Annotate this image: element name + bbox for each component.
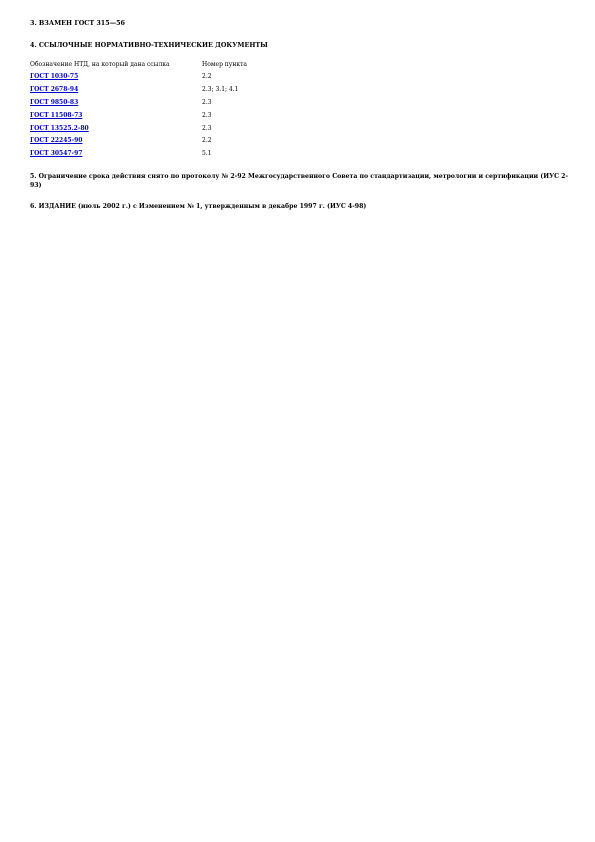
item-number: 5.1: [202, 150, 212, 158]
gost-link[interactable]: ГОСТ 11508-73: [30, 111, 83, 119]
table-row: [30, 122, 247, 135]
table-row: [30, 97, 247, 110]
gost-link[interactable]: ГОСТ 13525.2-80: [30, 124, 89, 132]
section-3-heading: 3. ВЗАМЕН ГОСТ 315—56: [30, 19, 125, 27]
section-6-paragraph: 6. ИЗДАНИЕ (июль 2002 г.) с Изменением № 1, утвержденным в декабре 1997 г. (ИУС 4-98): [30, 203, 367, 210]
item-number: 2.3: [202, 111, 212, 119]
gost-link[interactable]: ГОСТ 1030-75: [30, 73, 79, 81]
gost-link[interactable]: ГОСТ 9850-83: [30, 98, 79, 106]
section-4-heading: 4. ССЫЛОЧНЫЕ НОРМАТИВНО-ТЕХНИЧЕСКИЕ ДОКУМЕНТЫ: [30, 41, 268, 49]
references-table: [30, 59, 247, 161]
table-row: [30, 148, 247, 161]
item-number: 2.3: [202, 124, 212, 132]
item-number: 2.3: [202, 98, 212, 106]
table-row: [30, 109, 247, 122]
item-number: 2.3; 3.1; 4.1: [202, 86, 239, 94]
gost-link[interactable]: ГОСТ 2678-94: [30, 86, 79, 94]
gost-link[interactable]: ГОСТ 30547-97: [30, 150, 83, 158]
item-number: 2.2: [202, 73, 212, 81]
table-row: [30, 71, 247, 84]
table-header-row: [30, 59, 247, 71]
table-row: [30, 84, 247, 97]
column-header-document: Обозначение НТД, на который дана ссылка: [30, 61, 170, 68]
gost-link[interactable]: ГОСТ 22245-90: [30, 137, 83, 145]
column-header-item: Номер пункта: [202, 61, 247, 68]
table-row: [30, 135, 247, 148]
section-5-paragraph: 5. Ограничение срока действия снято по протоколу № 2-92 Межгосударственного Совета по стандартизации, метрологии и сертификации (ИУС 2-93): [30, 173, 569, 189]
item-number: 2.2: [202, 137, 212, 145]
